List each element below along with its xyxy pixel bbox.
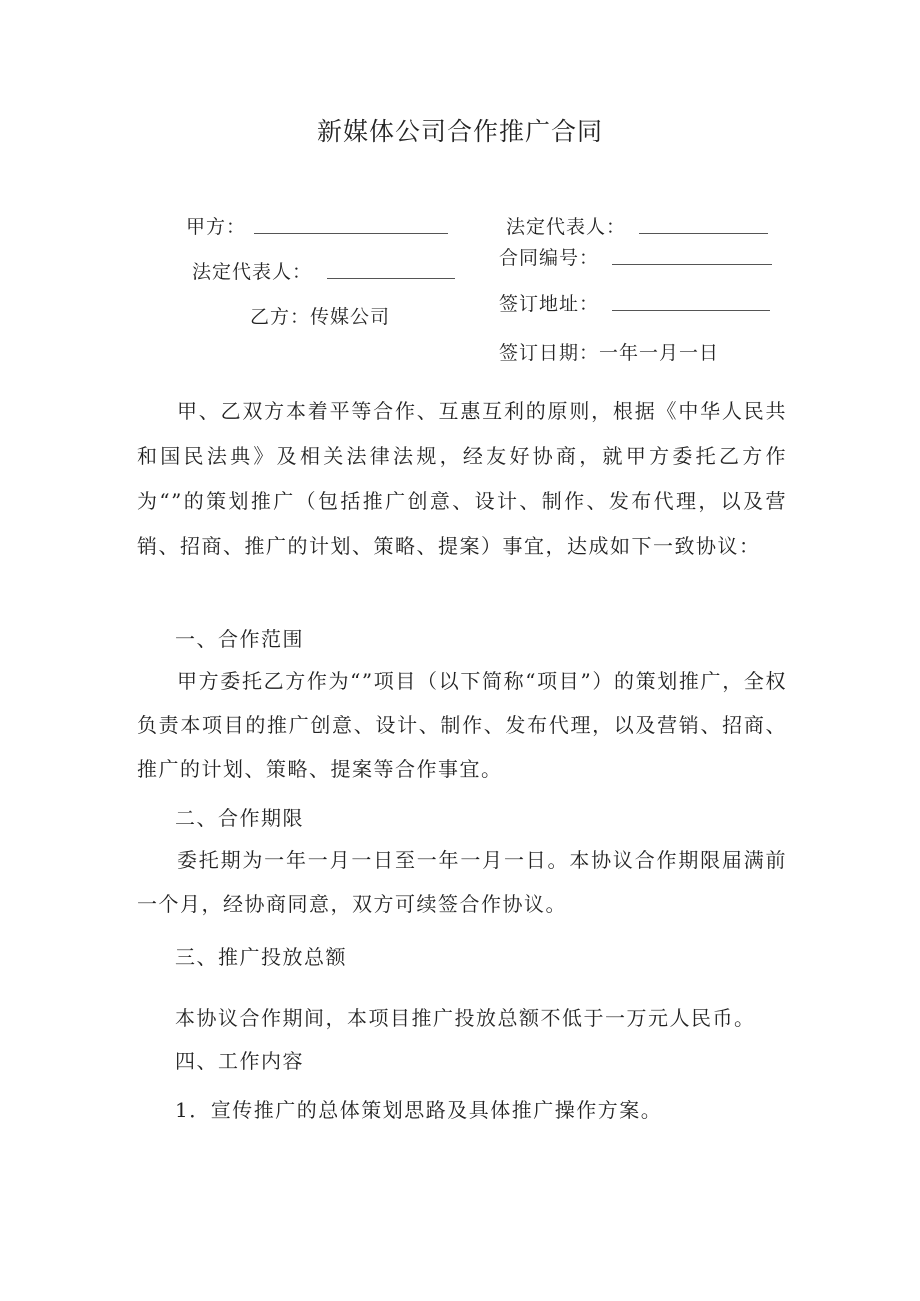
- legal-rep-blank-line-left: [327, 278, 455, 279]
- section-2-body: 委托期为一年一月一日至一年一月一日。本协议合作期限届满前一个月，经协商同意，双方可续签合作协议。: [137, 848, 787, 916]
- sign-place-label: 签订地址：: [499, 293, 600, 315]
- legal-rep-label-left: 法定代表人：: [192, 261, 313, 283]
- section-4-heading: 四、工作内容: [175, 1049, 304, 1073]
- party-b: 乙方：传媒公司: [250, 306, 391, 328]
- section-4-item-1: 1．宣传推广的总体策划思路及具体推广操作方案。: [175, 1098, 663, 1122]
- party-a-blank-line: [254, 233, 448, 234]
- sign-date: 签订日期：一年一月一日: [499, 342, 720, 364]
- contract-number-blank-line: [612, 264, 772, 265]
- section-2-heading: 二、合作期限: [175, 806, 304, 830]
- legal-rep-label-right: 法定代表人：: [506, 216, 627, 238]
- section-3-body: 本协议合作期间，本项目推广投放总额不低于一万元人民币。: [175, 1006, 756, 1030]
- document-title: 新媒体公司合作推广合同: [316, 117, 603, 146]
- contract-number-label: 合同编号：: [499, 247, 600, 269]
- intro-paragraph: 甲、乙双方本着平等合作、互惠互利的原则，根据《中华人民共和国民法典》及相关法律法规，经友好协商，就甲方委托乙方作为“”的策划推广（包括推广创意、设计、制作、发布代理，以及营销、招商、推广的计划、策略、提案）事宜，达成如下一致协议：: [137, 399, 787, 558]
- sign-place-blank-line: [612, 310, 770, 311]
- party-a-label: 甲方：: [186, 216, 247, 238]
- section-1-heading: 一、合作范围: [175, 627, 304, 651]
- section-3-heading: 三、推广投放总额: [175, 945, 347, 969]
- section-1-body: 甲方委托乙方作为“”项目（以下简称“项目”）的策划推广，全权负责本项目的推广创意、设计、制作、发布代理，以及营销、招商、推广的计划、策略、提案等合作事宜。: [137, 669, 787, 781]
- legal-rep-blank-line-right: [639, 233, 768, 234]
